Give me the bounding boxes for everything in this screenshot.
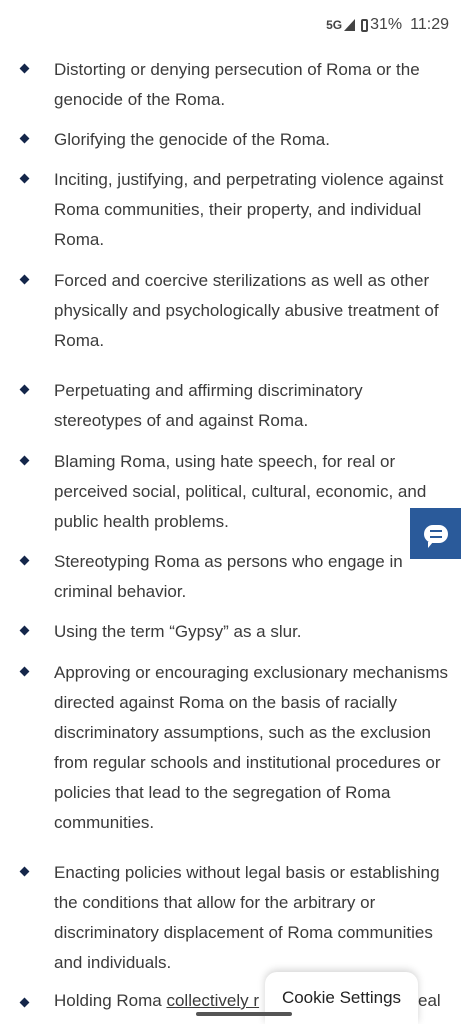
list-item-text: Distorting or denying persecution of Roma or the genocide of the Roma.	[54, 60, 420, 109]
list-item-text: Stereotyping Roma as persons who engage in criminal behavior.	[54, 552, 403, 601]
diamond-bullet-icon	[20, 275, 30, 285]
status-bar	[0, 0, 461, 50]
clock: 11:29	[410, 16, 449, 33]
partial-text-start: Holding Roma	[54, 991, 162, 1010]
diamond-bullet-icon	[20, 998, 30, 1008]
partial-text-end: eal	[418, 991, 441, 1010]
diamond-bullet-icon	[20, 556, 30, 566]
list-item-text: Enacting policies without legal basis or establishing the conditions that allow for the arbitrary or discriminatory displacement of Roma communities and individuals.	[54, 863, 440, 972]
diamond-bullet-icon	[20, 174, 30, 184]
cookie-settings-button[interactable]: Cookie Settings	[265, 972, 418, 1024]
battery-percent: 31%	[370, 16, 403, 33]
diamond-bullet-icon	[20, 626, 30, 636]
list-item-text: Blaming Roma, using hate speech, for real or perceived social, political, cultural, economic, and public health problems.	[54, 452, 427, 531]
partial-text-link[interactable]: collectively r	[166, 991, 260, 1010]
network-indicator: 5G	[326, 18, 343, 32]
diamond-bullet-icon	[20, 64, 30, 74]
diamond-bullet-icon	[20, 134, 30, 144]
diamond-bullet-icon	[20, 385, 30, 395]
chat-button[interactable]	[410, 508, 461, 559]
battery-icon	[361, 19, 368, 32]
list-item-text: Forced and coercive sterilizations as well as other physically and psychologically abusive treatment of Roma.	[54, 271, 439, 350]
partial-list-item-text	[54, 991, 259, 1011]
signal-icon	[344, 19, 355, 31]
chat-bubble-icon	[424, 525, 448, 543]
list-item-text: Glorifying the genocide of the Roma.	[54, 130, 330, 149]
diamond-bullet-icon	[20, 456, 30, 466]
diamond-bullet-icon	[20, 667, 30, 677]
list-item-text: Inciting, justifying, and perpetrating violence against Roma communities, their property, and individual Roma.	[54, 170, 444, 249]
diamond-bullet-icon	[20, 867, 30, 877]
home-indicator[interactable]	[196, 1012, 292, 1016]
list-item-text: Approving or encouraging exclusionary mechanisms directed against Roma on the basis of racially discriminatory assumptions, such as the exclusion from regular schools and institutional procedures or policies that lead to the segregation of Roma communities.	[54, 663, 449, 832]
list-item-text: Using the term “Gypsy” as a slur.	[54, 622, 302, 641]
list-item-text: Perpetuating and affirming discriminatory stereotypes of and against Roma.	[54, 381, 363, 430]
